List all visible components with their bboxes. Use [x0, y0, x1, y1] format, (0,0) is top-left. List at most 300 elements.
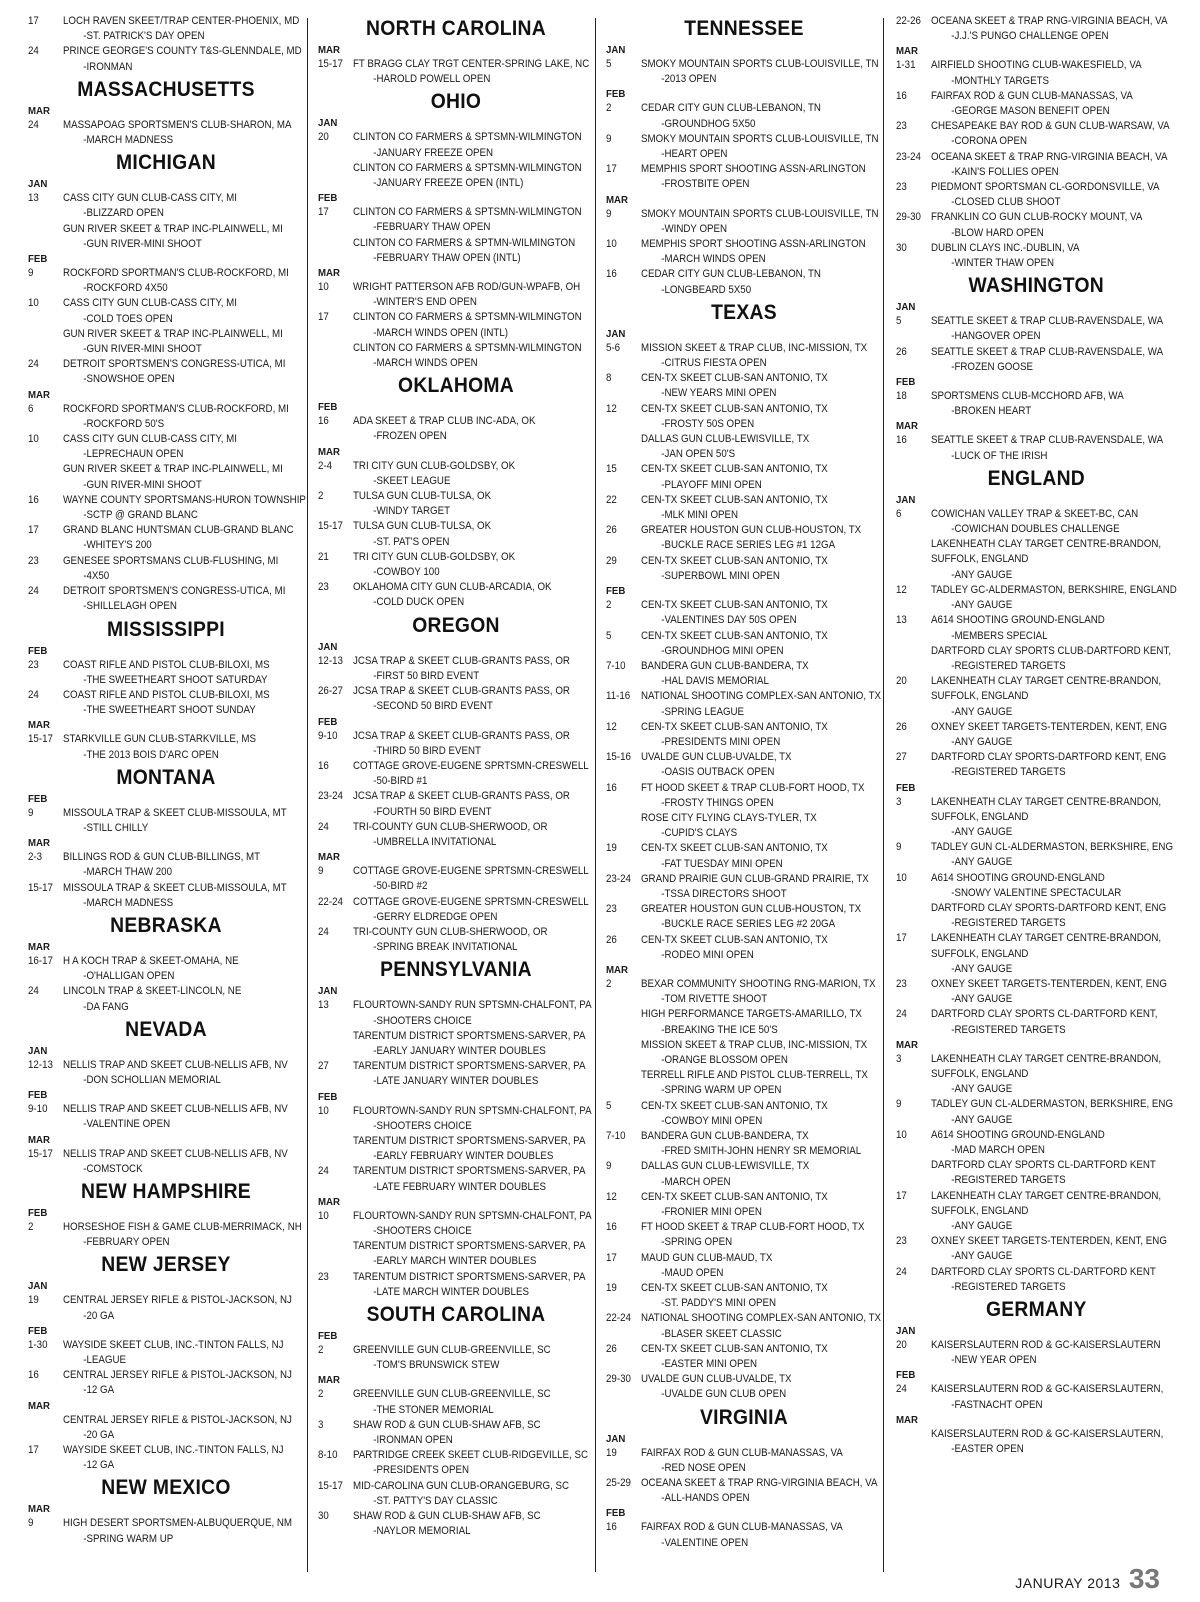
event-entry — [606, 689, 882, 719]
club-location: CLINTON CO FARMERS & SPTSMN-WILMINGTON — [352, 311, 582, 324]
event-dates: 13 — [896, 614, 907, 627]
event-entry — [896, 1338, 1177, 1368]
club-location: CEN-TX SKEET CLUB-SAN ANTONIO, TX — [640, 629, 828, 642]
event-name: -GUN RIVER-MINI SHOOT — [83, 237, 202, 250]
event-name: -SECOND 50 BIRD EVENT — [373, 700, 493, 713]
club-location: NELLIS TRAP AND SKEET CLUB-NELLIS AFB, NV — [62, 1103, 288, 1116]
event-details — [641, 523, 882, 553]
event-dates — [28, 1413, 63, 1443]
event-dates: 16 — [606, 268, 617, 281]
event-details — [353, 925, 594, 955]
event-entry — [318, 820, 594, 850]
event-name: -REGISTERED TARGETS — [951, 1023, 1066, 1036]
region-heading: OHIO — [430, 90, 482, 114]
event-entry — [606, 132, 882, 162]
event-entry — [606, 554, 882, 584]
event-entry — [896, 1265, 1177, 1295]
event-details — [641, 720, 882, 750]
club-location: GRAND PRAIRIE GUN CLUB-GRAND PRAIRIE, TX — [640, 872, 869, 885]
event-details — [63, 523, 304, 553]
event-details — [63, 44, 304, 74]
event-dates: 16-17 — [28, 954, 53, 967]
event-name: -SCTP @ GRAND BLANC — [83, 509, 198, 522]
club-location: TARENTUM DISTRICT SPORTSMENS-SARVER, PA — [352, 1134, 586, 1147]
event-entry — [318, 1104, 594, 1165]
event-entry — [606, 1281, 882, 1311]
club-location: A614 SHOOTING GROUND-ENGLAND — [930, 1128, 1105, 1141]
event-dates: 9 — [606, 132, 612, 145]
event-name: -HAL DAVIS MEMORIAL — [661, 675, 769, 688]
event-name: -WINTER'S END OPEN — [373, 296, 477, 309]
club-location: OXNEY SKEET TARGETS-TENTERDEN, KENT, ENG — [930, 720, 1167, 733]
event-name: -ANY GAUGE — [951, 1250, 1013, 1263]
event-entry — [318, 550, 594, 580]
event-dates: 22-24 — [606, 1312, 631, 1325]
event-entry — [28, 296, 304, 357]
event-details — [931, 1007, 1177, 1037]
event-name: -TOM'S BRUNSWICK STEW — [373, 1359, 500, 1372]
month-label: MAR — [28, 104, 51, 117]
event-details — [353, 459, 594, 489]
event-entry — [606, 1311, 882, 1341]
month-label: JAN — [606, 327, 626, 340]
event-details — [931, 150, 1177, 180]
event-details — [931, 674, 1177, 720]
event-dates: 8-10 — [318, 1449, 338, 1462]
event-name: -12 GA — [83, 1459, 115, 1472]
event-name: -WHITEY'S 200 — [83, 539, 152, 552]
event-dates: 12 — [606, 1190, 617, 1203]
event-details — [63, 1147, 304, 1177]
club-location: FT BRAGG CLAY TRGT CENTER-SPRING LAKE, NC — [352, 58, 590, 70]
event-entry — [606, 598, 882, 628]
event-dates: 15-17 — [28, 733, 53, 746]
event-entry — [28, 881, 304, 911]
event-details — [353, 205, 594, 266]
event-details — [63, 1516, 304, 1546]
event-details — [63, 881, 304, 911]
event-details — [353, 729, 594, 759]
club-location: CASS CITY GUN CLUB-CASS CITY, MI — [62, 297, 237, 310]
event-name: -ANY GAUGE — [951, 1220, 1013, 1233]
event-name: -REGISTERED TARGETS — [951, 766, 1066, 779]
page-number: 33 — [1128, 1563, 1160, 1594]
event-name: -PLAYOFF MINI OPEN — [661, 478, 762, 491]
club-location: KAISERSLAUTERN ROD & GC-KAISERSLAUTERN, — [930, 1427, 1164, 1440]
event-entry — [28, 1516, 304, 1546]
event-dates: 17 — [606, 1251, 617, 1264]
event-name: -MARCH THAW 200 — [83, 866, 173, 879]
club-location: CEN-TX SKEET CLUB-SAN ANTONIO, TX — [640, 372, 828, 385]
club-location: STARKVILLE GUN CLUB-STARKVILLE, MS — [62, 733, 256, 746]
club-location: CEN-TX SKEET CLUB-SAN ANTONIO, TX — [640, 402, 828, 415]
event-dates: 2 — [606, 977, 612, 990]
event-details — [931, 871, 1177, 932]
club-location: CLINTON CO FARMERS & SPTSMN-WILMINGTON — [352, 341, 582, 354]
region-heading: PENNSYLVANIA — [380, 958, 532, 982]
event-details — [931, 1052, 1177, 1098]
event-details — [641, 1281, 882, 1311]
region-heading: OREGON — [412, 613, 500, 637]
event-name: -CITRUS FIESTA OPEN — [661, 357, 767, 370]
club-location: HIGH PERFORMANCE TARGETS-AMARILLO, TX — [640, 1008, 862, 1021]
month-label: MAR — [896, 45, 919, 58]
event-dates: 17 — [28, 1444, 39, 1456]
event-details — [641, 162, 882, 192]
event-dates: 9 — [896, 841, 902, 854]
club-location: WAYSIDE SKEET CLUB, INC.-TINTON FALLS, NJ — [62, 1338, 284, 1351]
month-label: MAR — [28, 837, 51, 850]
event-dates: 5 — [606, 629, 612, 642]
club-location: PRINCE GEORGE'S COUNTY T&S-GLENNDALE, MD — [62, 45, 302, 58]
event-entry — [318, 459, 594, 489]
club-location: DUBLIN CLAYS INC.-DUBLIN, VA — [930, 241, 1080, 254]
event-dates: 9 — [28, 1517, 34, 1530]
event-details — [931, 389, 1177, 419]
event-entry — [28, 402, 304, 432]
region-heading: VIRGINIA — [699, 1405, 789, 1429]
event-entry — [606, 1099, 882, 1129]
event-dates: 8 — [606, 372, 612, 385]
event-dates: 26-27 — [318, 685, 343, 698]
club-location: COAST RIFLE AND PISTOL CLUB-BILOXI, MS — [62, 658, 270, 671]
event-name: -THE STONER MEMORIAL — [373, 1403, 494, 1416]
club-location: SMOKY MOUNTAIN SPORTS CLUB-LOUISVILLE, TN — [640, 58, 879, 70]
event-dates: 17 — [606, 163, 617, 176]
event-details — [63, 850, 304, 880]
event-dates: 17 — [318, 206, 329, 219]
event-details — [641, 872, 882, 902]
month-label: FEB — [318, 1090, 338, 1103]
event-details — [641, 1520, 882, 1550]
month-label: JAN — [318, 985, 338, 998]
event-dates: 27 — [896, 751, 907, 764]
event-entry — [896, 1007, 1177, 1037]
club-location: FRANKLIN CO GUN CLUB-ROCKY MOUNT, VA — [930, 211, 1143, 224]
event-entry — [318, 1387, 594, 1417]
month-label: JAN — [28, 178, 48, 191]
month-label: FEB — [318, 401, 338, 414]
event-name: -UMBRELLA INVITATIONAL — [373, 835, 497, 848]
club-location: FLOURTOWN-SANDY RUN SPTSMN-CHALFONT, PA — [352, 1104, 592, 1117]
event-entry — [896, 1427, 1177, 1457]
event-details — [353, 998, 594, 1059]
event-name: -SKEET LEAGUE — [373, 474, 451, 487]
event-entry — [606, 462, 882, 492]
month-label: JAN — [28, 1280, 48, 1293]
club-location: WRIGHT PATTERSON AFB ROD/GUN-WPAFB, OH — [352, 281, 581, 294]
event-entry — [318, 57, 594, 87]
event-details — [931, 210, 1177, 240]
club-location: TARENTUM DISTRICT SPORTSMENS-SARVER, PA — [352, 1270, 586, 1283]
event-entry — [606, 1342, 882, 1372]
event-dates: 16 — [28, 493, 39, 506]
event-details — [641, 1311, 882, 1341]
event-name: -ANY GAUGE — [951, 962, 1013, 975]
event-details — [353, 654, 594, 684]
club-location: TULSA GUN CLUB-TULSA, OK — [352, 490, 492, 503]
event-dates: 24 — [28, 358, 39, 371]
event-entry — [896, 58, 1177, 88]
event-name: -SPRING LEAGUE — [661, 705, 745, 718]
club-location: JCSA TRAP & SKEET CLUB-GRANTS PASS, OR — [352, 790, 570, 803]
club-location: BANDERA GUN CLUB-BANDERA, TX — [640, 1130, 809, 1142]
club-location: SHAW ROD & GUN CLUB-SHAW AFB, SC — [352, 1418, 541, 1431]
event-name: -BUCKLE RACE SERIES LEG #1 12GA — [661, 539, 836, 552]
month-label: MAR — [896, 1413, 919, 1426]
event-dates: 19 — [606, 842, 617, 855]
month-label: MAR — [28, 1399, 51, 1412]
event-name: -GROUNDHOG MINI OPEN — [661, 644, 784, 657]
region-heading: SOUTH CAROLINA — [366, 1303, 546, 1326]
event-dates: 12-13 — [28, 1058, 53, 1071]
event-details — [353, 1209, 594, 1270]
event-name: -ANY GAUGE — [951, 1083, 1013, 1096]
club-location: ADA SKEET & TRAP CLUB INC-ADA, OK — [352, 415, 536, 428]
club-location: TARENTUM DISTRICT SPORTSMENS-SARVER, PA — [352, 1060, 586, 1073]
club-location: TARENTUM DISTRICT SPORTSMENS-SARVER, PA — [352, 1240, 586, 1253]
event-entry — [896, 674, 1177, 720]
event-details — [63, 1220, 304, 1250]
event-details — [641, 462, 882, 492]
club-location: DALLAS GUN CLUB-LEWISVILLE, TX — [640, 433, 810, 446]
event-details — [931, 583, 1177, 613]
event-name: -EASTER MINI OPEN — [661, 1358, 758, 1371]
event-name: -DON SCHOLLIAN MEMORIAL — [83, 1073, 221, 1086]
event-name: -MONTHLY TARGETS — [951, 74, 1050, 87]
event-details — [641, 1220, 882, 1250]
event-name: -MARCH WINDS OPEN — [373, 357, 478, 370]
event-dates: 23 — [28, 554, 39, 567]
region-heading: NEW MEXICO — [101, 1476, 231, 1500]
club-location: KAISERSLAUTERN ROD & GC-KAISERSLAUTERN — [930, 1339, 1161, 1352]
event-details — [63, 402, 304, 432]
event-details — [63, 688, 304, 718]
month-label: MAR — [28, 719, 51, 732]
month-label: FEB — [318, 715, 338, 728]
event-entry — [896, 1052, 1177, 1098]
event-dates: 2-3 — [28, 851, 43, 864]
event-dates: 26 — [606, 933, 617, 946]
event-entry — [318, 864, 594, 894]
event-entry — [606, 341, 882, 371]
event-name: -COLD TOES OPEN — [83, 312, 173, 325]
event-entry — [28, 1413, 304, 1443]
club-location: PIEDMONT SPORTSMAN CL-GORDONSVILLE, VA — [930, 181, 1160, 194]
event-name: -THIRD 50 BIRD EVENT — [373, 744, 481, 757]
event-details — [641, 1372, 882, 1402]
event-dates: 10 — [318, 281, 329, 294]
event-dates: 10 — [606, 238, 617, 251]
event-details — [353, 130, 594, 191]
event-entry — [896, 507, 1177, 583]
event-dates: 6 — [896, 507, 902, 520]
event-name: -LATE JANUARY WINTER DOUBLES — [373, 1075, 539, 1088]
event-name: -BLASER SKEET CLASSIC — [661, 1327, 782, 1340]
club-location: LAKENHEATH CLAY TARGET CENTRE-BRANDON, — [930, 1052, 1162, 1065]
club-location: TRI CITY GUN CLUB-GOLDSBY, OK — [352, 459, 516, 472]
event-dates: 16 — [606, 1221, 617, 1234]
event-name: -THE 2013 BOIS D'ARC OPEN — [83, 748, 219, 761]
event-dates: 17 — [28, 524, 39, 537]
event-name: -ST. PADDY'S MINI OPEN — [661, 1297, 777, 1310]
event-entry — [896, 977, 1177, 1007]
event-entry — [28, 850, 304, 880]
region-heading: TEXAS — [711, 300, 777, 324]
event-entry — [28, 554, 304, 584]
event-name: -SHOOTERS CHOICE — [373, 1224, 472, 1237]
event-name: -BROKEN HEART — [951, 405, 1032, 418]
event-dates: 22-24 — [318, 895, 343, 908]
event-dates: 6 — [28, 402, 34, 415]
event-details — [63, 357, 304, 387]
event-name: -FEBRUARY THAW OPEN — [373, 221, 491, 234]
event-dates: 26 — [606, 1342, 617, 1355]
event-dates: 24 — [28, 688, 39, 701]
event-dates: 23 — [606, 903, 617, 916]
event-name: -LEAGUE — [83, 1353, 126, 1366]
event-entry — [896, 931, 1177, 977]
event-entry — [28, 1338, 304, 1368]
event-dates: 9 — [896, 1098, 902, 1111]
event-details — [641, 1190, 882, 1220]
event-dates: 24 — [318, 925, 329, 938]
event-name: -SHOOTERS CHOICE — [373, 1014, 472, 1027]
club-location: LINCOLN TRAP & SKEET-LINCOLN, NE — [62, 985, 242, 998]
club-location: WAYSIDE SKEET CLUB, INC.-TINTON FALLS, NJ — [62, 1444, 284, 1456]
event-details — [641, 101, 882, 131]
event-details — [931, 1427, 1177, 1457]
club-location: UVALDE GUN CLUB-UVALDE, TX — [640, 751, 792, 764]
event-entry — [28, 1102, 304, 1132]
club-location: TARENTUM DISTRICT SPORTSMENS-SARVER, PA — [352, 1029, 586, 1042]
month-label: MAR — [318, 44, 341, 56]
event-dates: 23 — [28, 658, 39, 671]
event-name: -50-BIRD #1 — [373, 775, 428, 788]
event-name: -SUPERBOWL MINI OPEN — [661, 569, 780, 582]
event-details — [641, 1099, 882, 1129]
club-location: FLOURTOWN-SANDY RUN SPTSMN-CHALFONT, PA — [352, 999, 592, 1012]
month-label: FEB — [28, 644, 48, 657]
event-details — [353, 414, 594, 444]
column-divider — [595, 18, 596, 1572]
event-name: -MARCH WINDS OPEN — [661, 253, 766, 266]
event-dates: 15-16 — [606, 751, 631, 764]
event-name: -SNOWSHOE OPEN — [83, 373, 175, 386]
listing-column-3 — [606, 14, 882, 1551]
club-location: CLINTON CO FARMERS & SPTSMN-WILMINGTON — [352, 131, 582, 144]
event-entry — [606, 162, 882, 192]
event-dates: 24 — [318, 820, 329, 833]
event-dates: 23 — [896, 181, 907, 194]
club-location: MEMPHIS SPORT SHOOTING ASSN-ARLINGTON — [640, 163, 866, 176]
event-dates: 24 — [896, 1383, 907, 1396]
event-dates: 30 — [896, 241, 907, 254]
event-entry — [28, 1368, 304, 1398]
page-footer — [1015, 1563, 1160, 1595]
event-dates: 16 — [318, 415, 329, 428]
event-dates: 13 — [28, 192, 39, 205]
event-name: -ANY GAUGE — [951, 568, 1013, 581]
event-entry — [318, 684, 594, 714]
region-heading: MONTANA — [116, 765, 216, 789]
event-name: -MEMBERS SPECIAL — [951, 629, 1048, 642]
club-location: DALLAS GUN CLUB-LEWISVILLE, TX — [640, 1160, 810, 1173]
event-entry — [318, 925, 594, 955]
event-details — [641, 554, 882, 584]
club-location: DARTFORD CLAY SPORTS-DARTFORD KENT, ENG — [930, 751, 1167, 764]
month-label: JAN — [896, 301, 916, 314]
event-entry — [606, 1251, 882, 1281]
event-entry — [28, 118, 304, 148]
event-details — [931, 931, 1177, 977]
club-location: NELLIS TRAP AND SKEET CLUB-NELLIS AFB, NV — [62, 1147, 288, 1160]
event-dates: 2 — [318, 490, 324, 503]
event-entry — [318, 310, 594, 371]
region-heading: NEBRASKA — [110, 913, 222, 937]
event-entry — [28, 523, 304, 553]
event-name: -GROUNDHOG 5X50 — [661, 117, 756, 130]
event-details — [353, 1343, 594, 1373]
event-details — [931, 314, 1177, 344]
club-location: COTTAGE GROVE-EUGENE SPRTSMN-CRESWELL — [352, 895, 589, 908]
event-details — [931, 345, 1177, 375]
event-entry — [28, 954, 304, 984]
club-location: SEATTLE SKEET & TRAP CLUB-RAVENSDALE, WA — [930, 434, 1164, 447]
event-entry — [318, 1270, 594, 1300]
event-name: -HAROLD POWELL OPEN — [373, 73, 491, 86]
month-label: FEB — [28, 1324, 48, 1337]
event-name: -LATE FEBRUARY WINTER DOUBLES — [373, 1180, 546, 1193]
event-dates: 26 — [896, 345, 907, 358]
event-details — [931, 1097, 1177, 1127]
event-dates: 12 — [606, 720, 617, 733]
event-dates: 19 — [28, 1294, 39, 1307]
event-dates: 12 — [606, 402, 617, 415]
event-dates: 16 — [896, 434, 907, 447]
event-name: -ANY GAUGE — [951, 1113, 1013, 1126]
month-label: JAN — [318, 640, 338, 653]
event-dates: 10 — [896, 871, 907, 884]
month-label: FEB — [28, 1089, 48, 1102]
event-dates: 15-17 — [318, 520, 343, 533]
event-name: -FROZEN OPEN — [373, 430, 447, 443]
club-location: JCSA TRAP & SKEET CLUB-GRANTS PASS, OR — [352, 654, 570, 667]
club-location: CENTRAL JERSEY RIFLE & PISTOL-JACKSON, NJ — [62, 1413, 292, 1426]
club-location: ROCKFORD SPORTMAN'S CLUB-ROCKFORD, MI — [62, 402, 289, 415]
event-details — [63, 118, 304, 148]
club-location: JCSA TRAP & SKEET CLUB-GRANTS PASS, OR — [352, 685, 570, 698]
club-location: GENESEE SPORTSMANS CLUB-FLUSHING, MI — [62, 554, 279, 567]
event-dates: 5 — [606, 58, 612, 70]
event-details — [931, 89, 1177, 119]
event-name: -COLD DUCK OPEN — [373, 596, 465, 609]
event-entry — [896, 119, 1177, 149]
event-entry — [896, 210, 1177, 240]
club-location: H A KOCH TRAP & SKEET-OMAHA, NE — [62, 954, 239, 967]
event-name: -REGISTERED TARGETS — [951, 1280, 1066, 1293]
event-entry — [318, 895, 594, 925]
club-location: CEN-TX SKEET CLUB-SAN ANTONIO, TX — [640, 493, 828, 506]
event-entry — [896, 314, 1177, 344]
month-label: FEB — [606, 88, 626, 101]
event-entry — [606, 523, 882, 553]
club-location: CEN-TX SKEET CLUB-SAN ANTONIO, TX — [640, 599, 828, 612]
event-details — [931, 507, 1177, 583]
event-name: -ROCKFORD 50'S — [83, 417, 165, 430]
event-dates: 10 — [318, 1104, 329, 1117]
event-details — [353, 684, 594, 714]
